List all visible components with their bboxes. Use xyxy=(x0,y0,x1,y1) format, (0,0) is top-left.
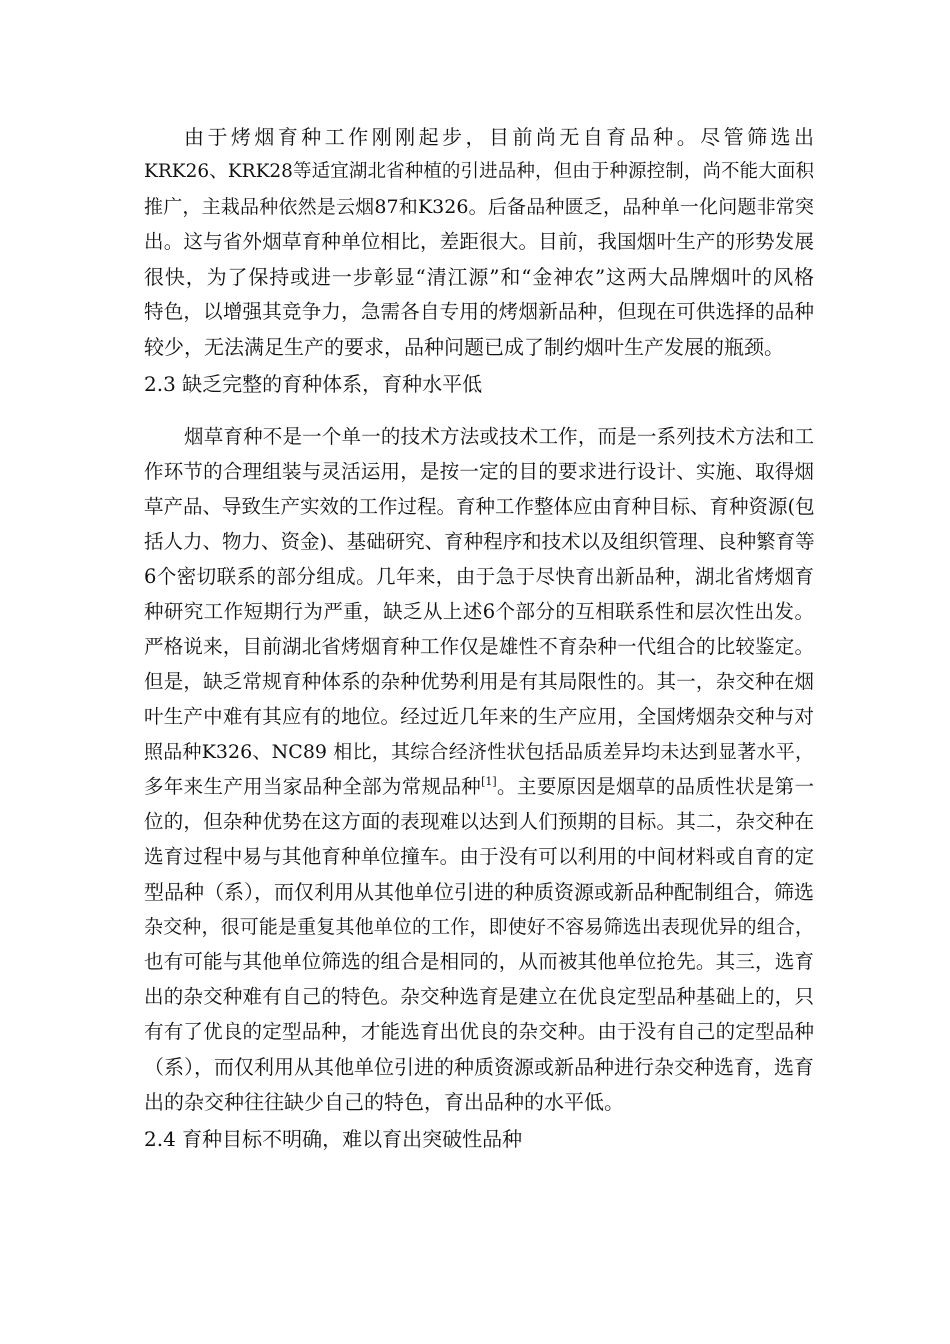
section-heading-2-4: 2.4 育种目标不明确，难以育出突破性品种 xyxy=(144,1127,523,1151)
paragraph-2-line-19: （系），而仅利用从其他单位引进的种质资源或新品种进行杂交种选育，选育 xyxy=(144,1055,814,1079)
paragraph-2-line-15: 杂交种，很可能是重复其他单位的工作，即使好不容易筛选出表现优异的组合， xyxy=(144,916,814,938)
paragraph-1-line-5: 很快，为了保持或进一步彰显“清江源”和“金神农”这两大品牌烟叶的风格 xyxy=(144,265,814,289)
paragraph-2-line-8: 但是，缺乏常规育种体系的杂种优势利用是有其局限性的。其一，杂交种在烟 xyxy=(144,670,814,693)
paragraph-1-line-4: 出。这与省外烟草育种单位相比，差距很大。目前，我国烟叶生产的形势发展 xyxy=(144,230,814,253)
paragraph-2-line-20: 出的杂交种往往缺少自己的特色，育出品种的水平低。 xyxy=(144,1090,624,1114)
paragraph-2-line-14: 型品种（系），而仅利用从其他单位引进的种质资源或新品种配制组合，筛选 xyxy=(144,880,814,904)
paragraph-2-line-2: 作环节的合理组装与灵活运用，是按一定的目的要求进行设计、实施、取得烟 xyxy=(144,460,814,483)
paragraph-2-line-11-after-ref: 。主要原因是烟草的品质性状是第一 xyxy=(496,775,814,798)
paragraph-2-line-13: 选育过程中易与其他育种单位撞车。由于没有可以利用的中间材料或自育的定 xyxy=(144,845,814,868)
paragraph-1-line-7: 较少，无法满足生产的要求，品种问题已成了制约烟叶生产发展的瓶颈。 xyxy=(144,335,784,359)
paragraph-2-line-4: 括人力、物力、资金)、基础研究、育种程序和技术以及组织管理、良种繁育等 xyxy=(144,530,815,553)
paragraph-2-line-18: 有有了优良的定型品种，才能选育出优良的杂交种。由于没有自己的定型品种 xyxy=(144,1020,814,1043)
paragraph-2-line-9: 叶生产中难有其应有的地位。经过近几年来的生产应用，全国烤烟杂交种与对 xyxy=(144,705,814,728)
paragraph-1-line-3: 推广，主栽品种依然是云烟87和K326。后备品种匮乏，品种单一化问题非常突 xyxy=(144,196,814,218)
paragraph-2-line-7: 严格说来，目前湖北省烤烟育种工作仅是雄性不育杂种一代组合的比较鉴定。 xyxy=(144,635,814,658)
paragraph-2-line-17: 出的杂交种难有自己的特色。杂交种选育是建立在优良定型品种基础上的，只 xyxy=(144,985,814,1008)
paragraph-2-line-6: 种研究工作短期行为严重，缺乏从上述6个部分的互相联系性和层次性出发。 xyxy=(144,600,814,623)
paragraph-2-line-10: 照品种K326、NC89 相比，其综合经济性状包括品质差异均未达到显著水平， xyxy=(144,741,814,763)
citation-ref-1[interactable]: [1] xyxy=(481,775,497,788)
paragraph-2-line-11-before-ref: 多年来生产用当家品种全部为常规品种 xyxy=(144,775,482,798)
paragraph-2-line-3: 草产品、导致生产实效的工作过程。育种工作整体应由育种目标、育种资源(包 xyxy=(144,495,815,518)
paragraph-2-line-1: 烟草育种不是一个单一的技术方法或技术工作，而是一系列技术方法和工 xyxy=(184,425,814,448)
paragraph-2-line-16: 也有可能与其他单位筛选的组合是相同的，从而被其他单位抢先。其三，选育 xyxy=(144,950,814,973)
paragraph-2-line-11 xyxy=(144,770,814,804)
paragraph-1-line-2: KRK26、KRK28等适宜湖北省种植的引进品种，但由于种源控制，尚不能大面积 xyxy=(144,161,814,182)
paragraph-1-line-6: 特色，以增强其竞争力，急需各自专用的烤烟新品种，但现在可供选择的品种 xyxy=(144,300,814,323)
paragraph-2-line-12: 位的，但杂种优势在这方面的表现难以达到人们预期的目标。其二，杂交种在 xyxy=(144,810,814,833)
paragraph-1-line-1: 由于烤烟育种工作刚刚起步，目前尚无自育品种。尽管筛选出 xyxy=(184,125,814,149)
section-heading-2-3: 2.3 缺乏完整的育种体系，育种水平低 xyxy=(144,372,483,396)
paragraph-2-line-5: 6个密切联系的部分组成。几年来，由于急于尽快育出新品种，湖北省烤烟育 xyxy=(144,565,814,588)
